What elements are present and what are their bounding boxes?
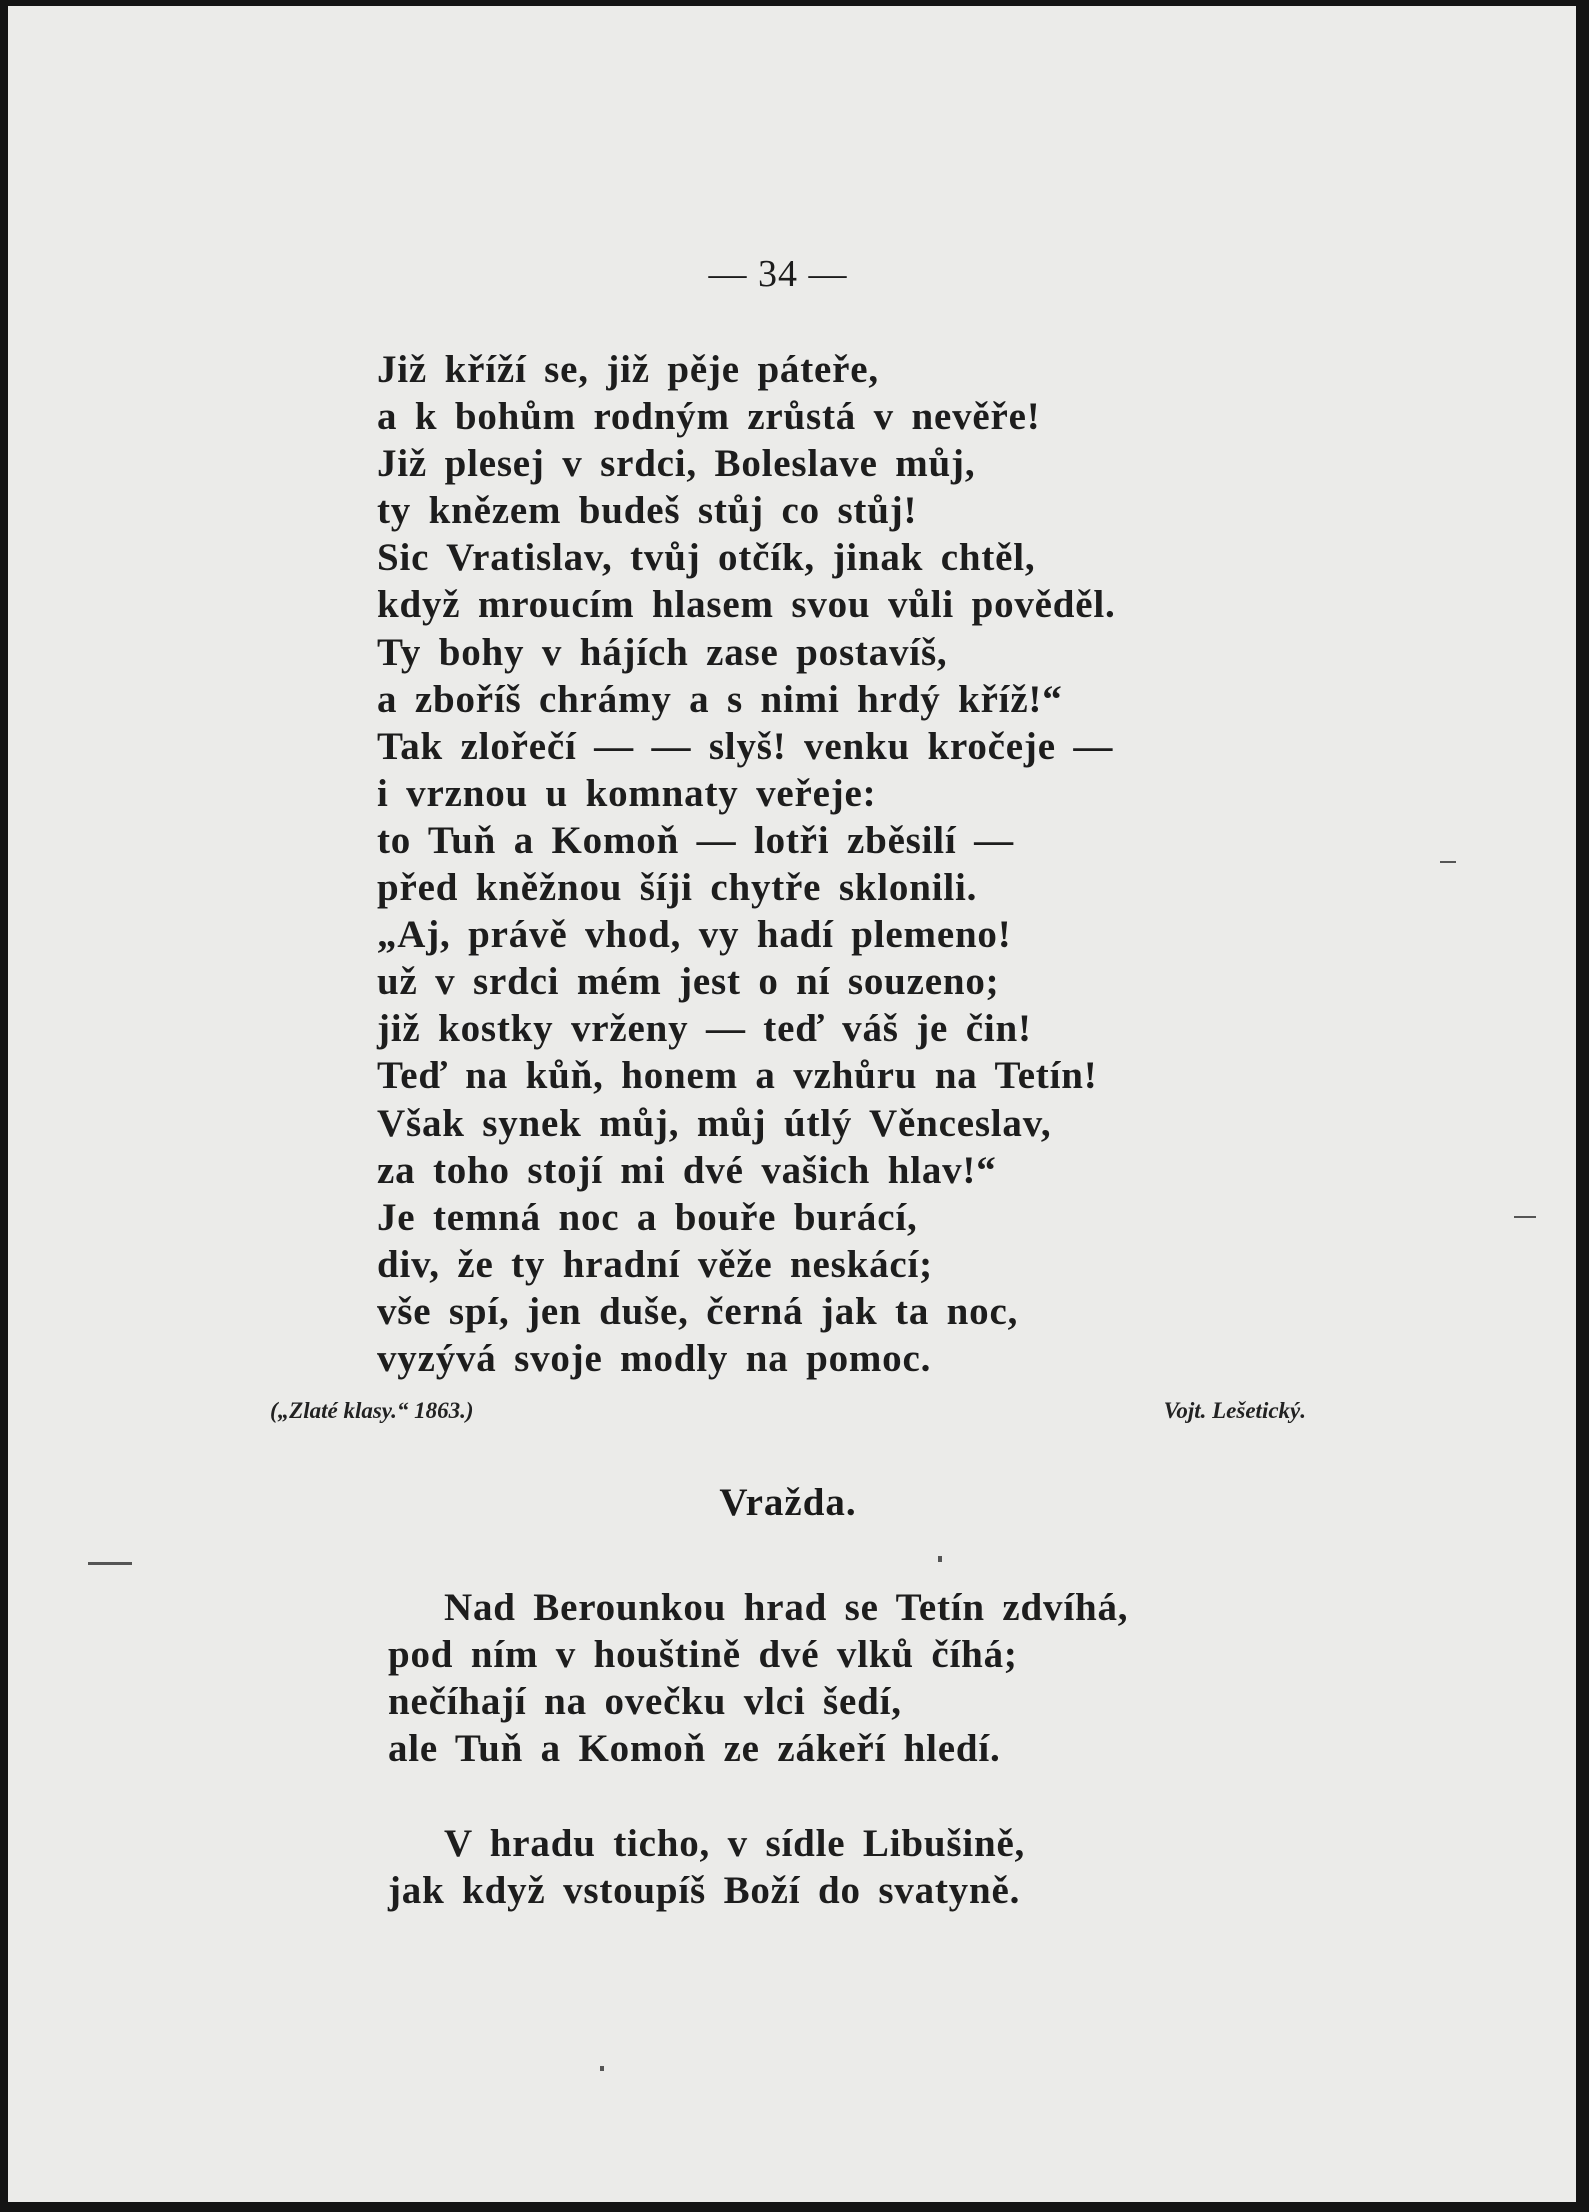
poem-line: již kostky vrženy — teď váš je čin! bbox=[377, 1007, 1032, 1051]
poem-line: když mroucím hlasem svou vůli pověděl. bbox=[377, 583, 1116, 627]
poem-line: a k bohům rodným zrůstá v nevěře! bbox=[377, 395, 1041, 439]
scan-speck bbox=[1514, 1216, 1536, 1218]
poem-line: div, že ty hradní věže neskácí; bbox=[377, 1242, 933, 1286]
stanza-line: V hradu ticho, v sídle Libušině, bbox=[444, 1822, 1026, 1865]
poem-line: vše spí, jen duše, černá jak ta noc, bbox=[377, 1289, 1019, 1333]
poem-line: Tak zlořečí — — slyš! venku kročeje — bbox=[377, 724, 1114, 768]
poem-line: vyzývá svoje modly na pomoc. bbox=[377, 1336, 932, 1380]
section-title: Vražda. bbox=[719, 1481, 857, 1524]
stanza-line: pod ním v houštině dvé vlků číhá; bbox=[388, 1633, 1018, 1676]
poem-line: „Aj, právě vhod, vy hadí plemeno! bbox=[377, 913, 1012, 957]
stanza-line: jak když vstoupíš Boží do svatyně. bbox=[388, 1869, 1021, 1912]
book-page bbox=[8, 6, 1576, 2202]
poem-line: Sic Vratislav, tvůj otčík, jinak chtěl, bbox=[377, 536, 1036, 580]
poem-line: Ty bohy v hájích zase postavíš, bbox=[377, 630, 948, 674]
poem-line: už v srdci mém jest o ní souzeno; bbox=[377, 960, 1000, 1004]
poem-body bbox=[377, 346, 1116, 1382]
poem-line: i vrznou u komnaty veřeje: bbox=[377, 771, 877, 815]
poem-line: Je temná noc a bouře burácí, bbox=[377, 1195, 918, 1239]
scan-speck bbox=[88, 1562, 132, 1565]
page-number: — 34 — bbox=[708, 253, 848, 295]
scan-speck bbox=[1440, 861, 1456, 863]
stanza-2 bbox=[388, 1820, 1025, 1914]
poem-line: a zboříš chrámy a s nimi hrdý kříž!“ bbox=[377, 677, 1063, 721]
stanza-line: Nad Berounkou hrad se Tetín zdvíhá, bbox=[444, 1586, 1129, 1629]
stanza-line: nečíhají na ovečku vlci šedí, bbox=[388, 1680, 902, 1723]
stanza-1 bbox=[388, 1584, 1128, 1772]
poem-author: Vojt. Lešetický. bbox=[1163, 1398, 1306, 1423]
poem-source: („Zlaté klasy.“ 1863.) bbox=[270, 1398, 474, 1423]
poem-line: Teď na kůň, honem a vzhůru na Tetín! bbox=[377, 1054, 1098, 1098]
poem-line: před kněžnou šíji chytře sklonili. bbox=[377, 866, 978, 910]
poem-line: Již kříží se, již pěje páteře, bbox=[377, 348, 879, 391]
scan-speck bbox=[600, 2066, 604, 2071]
poem-line: Však synek můj, můj útlý Věnceslav, bbox=[377, 1101, 1052, 1145]
poem-line: to Tuň a Komoň — lotři zběsilí — bbox=[377, 818, 1014, 862]
poem-line: Již plesej v srdci, Boleslave můj, bbox=[377, 442, 976, 486]
poem-line: ty knězem budeš stůj co stůj! bbox=[377, 489, 918, 533]
poem-line: za toho stojí mi dvé vašich hlav!“ bbox=[377, 1148, 997, 1192]
scan-speck bbox=[938, 1556, 942, 1562]
stanza-line: ale Tuň a Komoň ze zákeří hledí. bbox=[388, 1727, 1001, 1770]
